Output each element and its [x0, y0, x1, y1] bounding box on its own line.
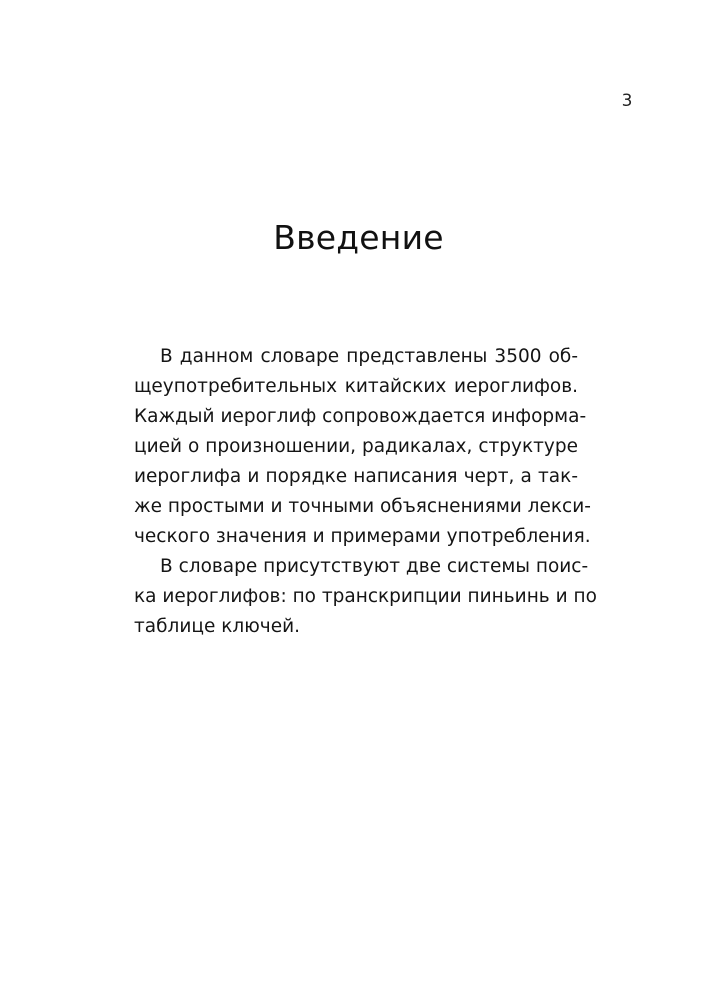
text-line: В данном словаре представлены 3500 об- [160, 346, 578, 367]
text-line: Каждый иероглиф сопровождается информа- [134, 406, 587, 427]
page-number: 3 [621, 91, 633, 111]
text-line: щеупотребительных китайских иероглифов. [134, 376, 578, 397]
text-line: же простыми и точными объяснениями лекси- [134, 496, 591, 517]
text-line: цией о произношении, радикалах, структуре [134, 436, 578, 457]
paragraph-intro [134, 342, 591, 552]
text-line: ка иероглифов: по транскрипции пиньинь и по [134, 586, 597, 607]
text-line: ческого значения и примерами употребления. [134, 526, 591, 547]
page-title: Введение [273, 218, 444, 257]
body-text [134, 342, 597, 642]
text-line: иероглифа и порядке написания черт, а так- [134, 466, 578, 487]
paragraph-search-systems [134, 552, 597, 642]
text-line: таблице ключей. [134, 616, 301, 637]
text-line: В словаре присутствуют две системы поис- [160, 556, 589, 577]
